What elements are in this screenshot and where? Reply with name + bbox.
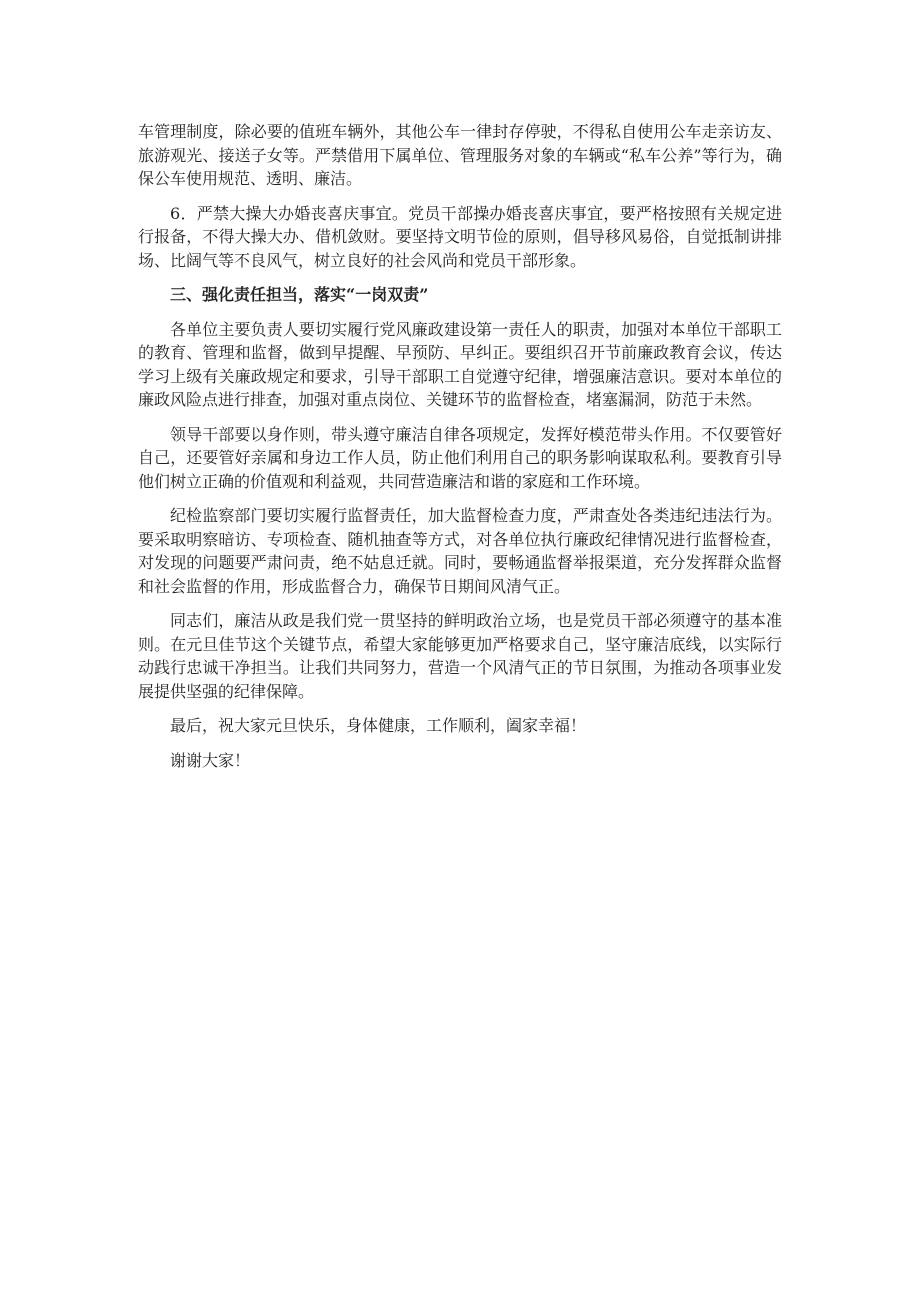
document-page — [138, 120, 782, 783]
paragraph-discipline-inspection: 纪检监察部门要切实履行监督责任，加大监督检查力度，严肃查处各类违纪违法行为。要采取明察暗访、专项检查、随机抽查等方式，对各单位执行廉政纪律情况进行监督检查，对发现的问题要严肃问责，绝不姑息迁就。同时，要畅通监督举报渠道，充分发挥群众监督和社会监督的作用，形成监督合力，确保节日期间风清气正。 — [138, 506, 782, 596]
paragraph-comrades: 同志们，廉洁从政是我们党一贯坚持的鲜明政治立场，也是党员干部必须遵守的基本准则。在元旦佳节这个关键节点，希望大家能够更加严格要求自己，坚守廉洁底线，以实际行动践行忠诚干净担当。让我们共同努力，营造一个风清气正的节日氛围，为推动各项事业发展提供坚强的纪律保障。 — [138, 611, 782, 701]
paragraph-closing-wishes: 最后，祝大家元旦快乐，身体健康，工作顺利，阖家幸福！ — [170, 716, 587, 735]
paragraph-thanks: 谢谢大家！ — [170, 750, 251, 770]
paragraph-weddings-funerals: 6．严禁大操大办婚丧喜庆事宜。党员干部操办婚丧喜庆事宜，要严格按照有关规定进行报备，不得大操大办、借机敛财。要坚持文明节俭的原则，倡导移风易俗，自觉抵制讲排场、比阔气等不良风气，树立良好的社会风尚和党员干部形象。 — [138, 203, 782, 270]
paragraph-leading-cadres: 领导干部要以身作则，带头遵守廉洁自律各项规定，发挥好模范带头作用。不仅要管好自己，还要管好亲属和身边工作人员，防止他们利用自己的职务影响谋取私利。要教育引导他们树立正确的价值观和利益观，共同营造廉洁和谐的家庭和工作环境。 — [138, 424, 782, 491]
section-heading-responsibility: 三、强化责任担当，落实“一岗双责” — [170, 285, 429, 304]
paragraph-car-management: 车管理制度，除必要的值班车辆外，其他公车一律封存停驶，不得私自使用公车走亲访友、旅游观光、接送子女等。严禁借用下属单位、管理服务对象的车辆或“私车公养”等行为，确保公车使用规范、透明、廉洁。 — [138, 122, 782, 188]
paragraph-unit-leaders: 各单位主要负责人要切实履行党风廉政建设第一责任人的职责，加强对本单位干部职工的教育、管理和监督，做到早提醒、早预防、早纠正。要组织召开节前廉政教育会议，传达学习上级有关廉政规定和要求，引导干部职工自觉遵守纪律，增强廉洁意识。要对本单位的廉政风险点进行排查，加强对重点岗位、关键环节的监督检查，堵塞漏洞，防范于未然。 — [138, 319, 782, 409]
